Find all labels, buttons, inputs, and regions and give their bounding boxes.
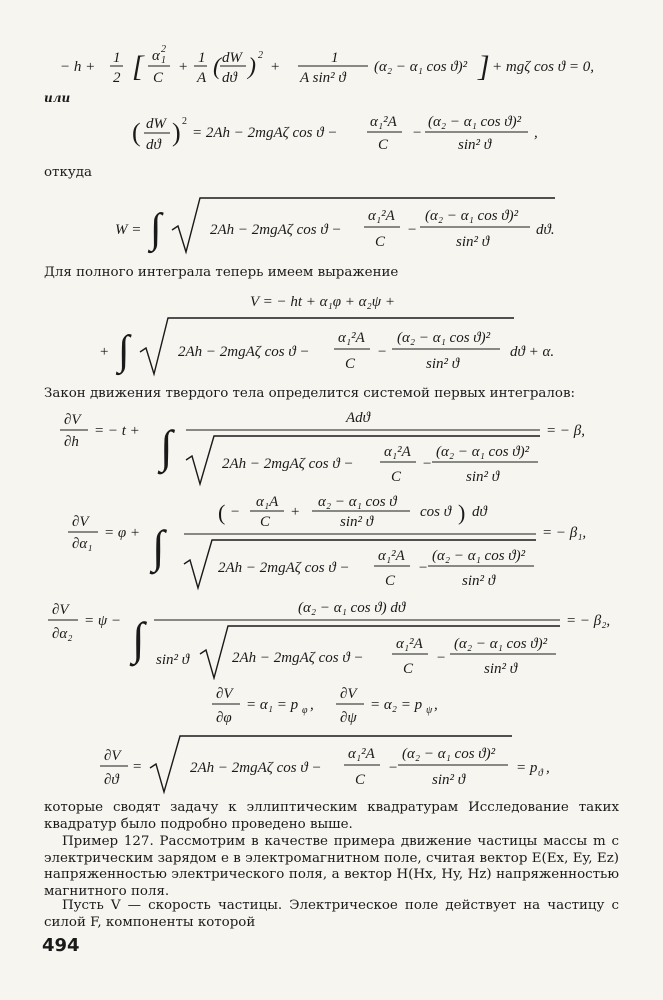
svg-text:=: =	[132, 759, 143, 775]
svg-text:(α₂ − α₁ cos ϑ)²: (α₂ − α₁ cos ϑ)²	[432, 548, 526, 564]
law-of-motion-text: Закон движения твердого тела определится системой первых интегралов:	[44, 386, 576, 401]
svg-text:2Ah − 2mgAζ cos ϑ −: 2Ah − 2mgAζ cos ϑ −	[222, 456, 354, 472]
svg-text:+: +	[290, 504, 301, 520]
svg-text:sin² ϑ: sin² ϑ	[466, 469, 500, 485]
equation-2-graphic	[0, 108, 663, 158]
svg-text:A sin² ϑ: A sin² ϑ	[300, 70, 346, 86]
svg-text:∫: ∫	[160, 421, 173, 472]
svg-text:−: −	[422, 456, 433, 472]
svg-text:∫: ∫	[152, 521, 165, 572]
svg-text:C: C	[153, 70, 164, 86]
svg-text:,: ,	[534, 125, 538, 141]
svg-text:(α₂ − α₁ cos ϑ)²: (α₂ − α₁ cos ϑ)²	[374, 59, 468, 75]
svg-text:1: 1	[331, 50, 339, 66]
svg-text:∂h: ∂h	[64, 434, 79, 450]
svg-text:− h +: − h +	[60, 59, 96, 75]
svg-text:C: C	[385, 573, 396, 589]
svg-text:1: 1	[161, 55, 166, 66]
svg-text:): )	[248, 54, 256, 80]
svg-text:dW: dW	[222, 50, 242, 66]
svg-text:cos ϑ: cos ϑ	[420, 504, 452, 520]
svg-text:(α₂ − α₁ cos ϑ)²: (α₂ − α₁ cos ϑ)²	[397, 330, 491, 346]
svg-text:sin² ϑ: sin² ϑ	[340, 514, 374, 530]
svg-text:dϑ: dϑ	[472, 504, 487, 520]
svg-text:= − β₁,: = − β₁,	[542, 525, 587, 541]
svg-text:−: −	[230, 504, 241, 520]
svg-text:−: −	[418, 560, 429, 576]
svg-text:dϑ.: dϑ.	[536, 222, 555, 238]
svg-text:−: −	[407, 222, 418, 238]
svg-text:∂ϑ: ∂ϑ	[104, 772, 119, 788]
equation-6-graphic	[0, 490, 663, 594]
svg-text:α₁²A: α₁²A	[378, 548, 405, 564]
svg-text:α: α	[152, 48, 160, 64]
reduce-text: которые сводят задачу к эллиптическим квадратурам Исследование таких квадратур было подробно проведено выше.	[44, 800, 619, 832]
svg-text:−: −	[388, 760, 399, 776]
svg-text:C: C	[403, 661, 414, 677]
svg-text:2: 2	[161, 44, 166, 55]
svg-text:sin² ϑ: sin² ϑ	[458, 137, 492, 153]
svg-text:2: 2	[258, 50, 263, 61]
svg-text:C: C	[378, 137, 389, 153]
svg-text:,: ,	[310, 697, 314, 713]
svg-text:sin² ϑ: sin² ϑ	[456, 234, 490, 250]
svg-text:(α₂ − α₁ cos ϑ) dϑ: (α₂ − α₁ cos ϑ) dϑ	[298, 600, 406, 616]
equation-3-graphic	[0, 190, 663, 260]
svg-text:[: [	[132, 50, 144, 83]
svg-text:2: 2	[182, 116, 187, 127]
svg-text:+: +	[270, 59, 281, 75]
svg-text:dϑ + α.: dϑ + α.	[510, 344, 555, 360]
example-127-text: Пример 127. Рассмотрим в качестве примера движение частицы массы m с электрическим зарядом e в электромагнитном поле, считая вектор E(Ex, Ey, Ez) напряженностью электрического поля, а вектор H(Hx, Hy, Hz) напряженностью магнитного поля.	[44, 834, 619, 899]
svg-text:Adϑ: Adϑ	[346, 410, 371, 426]
svg-text:−: −	[377, 344, 388, 360]
svg-text:C: C	[345, 356, 356, 372]
svg-text:2: 2	[113, 70, 121, 86]
svg-text:+ mgζ cos ϑ = 0,: + mgζ cos ϑ = 0,	[492, 59, 595, 75]
svg-text:= α₂ = p: = α₂ = p	[370, 697, 423, 713]
svg-text:C: C	[375, 234, 386, 250]
svg-text:1: 1	[198, 50, 206, 66]
svg-text:): )	[172, 118, 181, 147]
svg-text:∂α₂: ∂α₂	[52, 626, 73, 642]
svg-text:sin² ϑ: sin² ϑ	[432, 772, 466, 788]
svg-text:sin² ϑ: sin² ϑ	[462, 573, 496, 589]
svg-text:∫: ∫	[132, 613, 145, 664]
svg-text:∂V: ∂V	[216, 686, 233, 702]
svg-text:W =: W =	[115, 222, 142, 238]
svg-text:sin² ϑ: sin² ϑ	[156, 652, 190, 668]
svg-text:,: ,	[434, 697, 438, 713]
svg-text:α₁²A: α₁²A	[370, 114, 397, 130]
svg-text:V = − ht + α₁φ + α₂ψ +: V = − ht + α₁φ + α₂ψ +	[250, 294, 395, 310]
svg-text:2Ah − 2mgAζ cos ϑ −: 2Ah − 2mgAζ cos ϑ −	[190, 760, 322, 776]
svg-text:(α₂ − α₁ cos ϑ)²: (α₂ − α₁ cos ϑ)²	[436, 444, 530, 460]
svg-text:sin² ϑ: sin² ϑ	[426, 356, 460, 372]
svg-text:,: ,	[546, 760, 550, 776]
svg-text:α₂ − α₁ cos ϑ: α₂ − α₁ cos ϑ	[318, 494, 397, 510]
svg-text:(: (	[218, 500, 226, 525]
equation-8-graphic	[0, 682, 663, 730]
svg-text:φ: φ	[302, 705, 308, 716]
svg-text:= φ +: = φ +	[104, 525, 141, 541]
svg-text:dW: dW	[146, 116, 166, 132]
svg-text:A: A	[197, 70, 207, 86]
svg-text:α₁²A: α₁²A	[348, 746, 375, 762]
svg-text:∂V: ∂V	[52, 602, 69, 618]
svg-text:∫: ∫	[118, 328, 130, 374]
svg-text:α₁²A: α₁²A	[338, 330, 365, 346]
svg-text:= − β₂,: = − β₂,	[566, 613, 611, 629]
svg-text:1: 1	[113, 50, 121, 66]
svg-text:ψ: ψ	[426, 705, 433, 716]
svg-text:(α₂ − α₁ cos ϑ)²: (α₂ − α₁ cos ϑ)²	[428, 114, 522, 130]
svg-text:= p: = p	[516, 760, 538, 776]
svg-text:∂ψ: ∂ψ	[340, 710, 357, 726]
svg-text:∂V: ∂V	[104, 748, 121, 764]
svg-text:= − t +: = − t +	[94, 423, 140, 439]
svg-text:(: (	[213, 54, 221, 80]
svg-text:+: +	[178, 59, 189, 75]
svg-text:= 2Ah − 2mgAζ cos ϑ −: = 2Ah − 2mgAζ cos ϑ −	[192, 125, 338, 141]
word-ili: или	[44, 91, 71, 105]
svg-text:= α₁ = p: = α₁ = p	[246, 697, 299, 713]
svg-text:α₁A: α₁A	[256, 494, 279, 510]
svg-text:−: −	[436, 650, 447, 666]
svg-text:∂φ: ∂φ	[216, 710, 232, 726]
svg-text:2Ah − 2mgAζ cos ϑ −: 2Ah − 2mgAζ cos ϑ −	[218, 560, 350, 576]
svg-text:2Ah − 2mgAζ cos ϑ −: 2Ah − 2mgAζ cos ϑ −	[210, 222, 342, 238]
svg-text:∂V: ∂V	[72, 514, 89, 530]
svg-text:C: C	[355, 772, 366, 788]
svg-text:2Ah − 2mgAζ cos ϑ −: 2Ah − 2mgAζ cos ϑ −	[178, 344, 310, 360]
svg-text:= ψ −: = ψ −	[84, 613, 122, 629]
svg-text:α₁²A: α₁²A	[384, 444, 411, 460]
svg-text:(α₂ − α₁ cos ϑ)²: (α₂ − α₁ cos ϑ)²	[454, 636, 548, 652]
svg-text:]: ]	[478, 50, 490, 83]
svg-text:2Ah − 2mgAζ cos ϑ −: 2Ah − 2mgAζ cos ϑ −	[232, 650, 364, 666]
equation-1-graphic	[0, 44, 663, 94]
svg-text:∂α₁: ∂α₁	[72, 536, 93, 552]
svg-text:sin² ϑ: sin² ϑ	[484, 661, 518, 677]
svg-text:+: +	[100, 344, 109, 360]
svg-text:= − β,: = − β,	[546, 423, 585, 439]
svg-text:dϑ: dϑ	[222, 70, 237, 86]
svg-text:): )	[458, 500, 466, 525]
equation-7-graphic	[0, 596, 663, 680]
svg-text:C: C	[391, 469, 402, 485]
equation-9-graphic	[0, 732, 663, 796]
word-otkuda: откуда	[44, 165, 92, 180]
velocity-text: Пусть V — скорость частицы. Электрическое поле действует на частицу с силой F, компоненты которой	[44, 898, 619, 930]
svg-text:∂V: ∂V	[64, 412, 81, 428]
svg-text:∫: ∫	[150, 206, 162, 252]
svg-text:ϑ: ϑ	[538, 768, 543, 779]
svg-text:(: (	[132, 118, 141, 147]
equation-5-graphic	[0, 404, 663, 488]
svg-text:α₁²A: α₁²A	[368, 208, 395, 224]
full-integral-text: Для полного интеграла теперь имеем выражение	[44, 265, 399, 280]
svg-text:∂V: ∂V	[340, 686, 357, 702]
equation-4b-graphic	[0, 310, 663, 380]
svg-text:(α₂ − α₁ cos ϑ)²: (α₂ − α₁ cos ϑ)²	[425, 208, 519, 224]
page-number: 494	[42, 935, 80, 956]
svg-text:C: C	[260, 514, 271, 530]
svg-text:α₁²A: α₁²A	[396, 636, 423, 652]
svg-text:(α₂ − α₁ cos ϑ)²: (α₂ − α₁ cos ϑ)²	[402, 746, 496, 762]
svg-text:dϑ: dϑ	[146, 137, 161, 153]
svg-text:−: −	[412, 125, 423, 141]
